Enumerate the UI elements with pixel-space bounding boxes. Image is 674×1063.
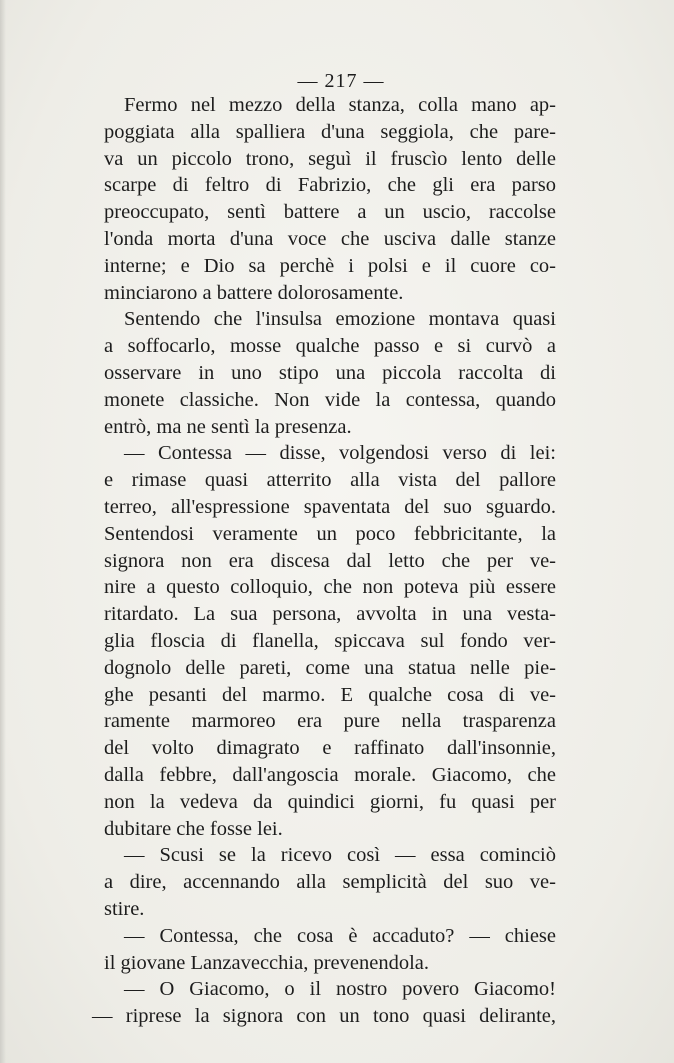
text-line: osservare in uno stipo una piccola raccolta di bbox=[104, 361, 556, 384]
text-line: preoccupato, sentì battere a un uscio, raccolse bbox=[104, 201, 556, 224]
text-line: l'onda morta d'una voce che usciva dalle stanze bbox=[104, 227, 556, 250]
text-line: ramente marmoreo era pure nella trasparenza bbox=[104, 710, 556, 733]
text-line: glia floscia di flanella, spiccava sul fondo ver- bbox=[104, 629, 556, 652]
text-line: del volto dimagrato e raffinato dall'insonnie, bbox=[104, 737, 556, 760]
body-text bbox=[92, 92, 556, 1030]
text-line: non la vedeva da quindici giorni, fu quasi per bbox=[104, 790, 556, 813]
text-line: — Contessa — disse, volgendosi verso di lei: bbox=[124, 442, 556, 465]
text-line: monete classiche. Non vide la contessa, quando bbox=[104, 388, 556, 411]
text-line: — Scusi se la ricevo così — essa cominciò bbox=[124, 844, 556, 867]
text-line: a dire, accennando alla semplicità del suo ve- bbox=[104, 871, 556, 894]
text-line: entrò, ma ne sentì la presenza. bbox=[104, 415, 352, 438]
page-number: — 217 — bbox=[297, 70, 385, 92]
text-line: Sentendosi veramente un poco febbricitante, la bbox=[104, 522, 556, 545]
text-line: dalla febbre, dall'angoscia morale. Giacomo, che bbox=[104, 763, 556, 786]
text-line: — riprese la signora con un tono quasi delirante, bbox=[92, 1005, 556, 1028]
text-line: — Contessa, che cosa è accaduto? — chiese bbox=[124, 924, 556, 947]
text-line: terreo, all'espressione spaventata del suo sguardo. bbox=[104, 495, 556, 518]
text-line: a soffocarlo, mosse qualche passo e si curvò a bbox=[104, 335, 556, 358]
text-line: ghe pesanti del marmo. E qualche cosa di ve- bbox=[104, 683, 556, 706]
text-line: minciarono a battere dolorosamente. bbox=[104, 281, 404, 304]
text-line: il giovane Lanzavecchia, prevenendola. bbox=[104, 951, 429, 974]
text-line: — O Giacomo, o il nostro povero Giacomo! bbox=[124, 978, 556, 1001]
text-line: interne; e Dio sa perchè i polsi e il cuore co- bbox=[104, 254, 556, 277]
page-spine-shadow bbox=[0, 0, 6, 1063]
text-line: dognolo delle pareti, come una statua nelle pie- bbox=[104, 656, 556, 679]
text-line: ritardato. La sua persona, avvolta in una vesta- bbox=[104, 603, 556, 626]
text-line: nire a questo colloquio, che non poteva più essere bbox=[104, 576, 556, 599]
text-line: Fermo nel mezzo della stanza, colla mano ap- bbox=[124, 94, 556, 116]
text-line: va un piccolo trono, seguì il fruscìo lento delle bbox=[104, 147, 556, 170]
text-line: signora non era discesa dal letto che per ve- bbox=[104, 549, 556, 572]
text-line: poggiata alla spalliera d'una seggiola, che pare- bbox=[104, 120, 556, 143]
text-line: e rimase quasi atterrito alla vista del pallore bbox=[104, 469, 556, 492]
text-line: Sentendo che l'insulsa emozione montava quasi bbox=[124, 308, 556, 331]
text-line: scarpe di feltro di Fabrizio, che gli era parso bbox=[104, 174, 556, 197]
text-line: dubitare che fosse lei. bbox=[104, 817, 283, 840]
text-line: stire. bbox=[104, 897, 145, 920]
